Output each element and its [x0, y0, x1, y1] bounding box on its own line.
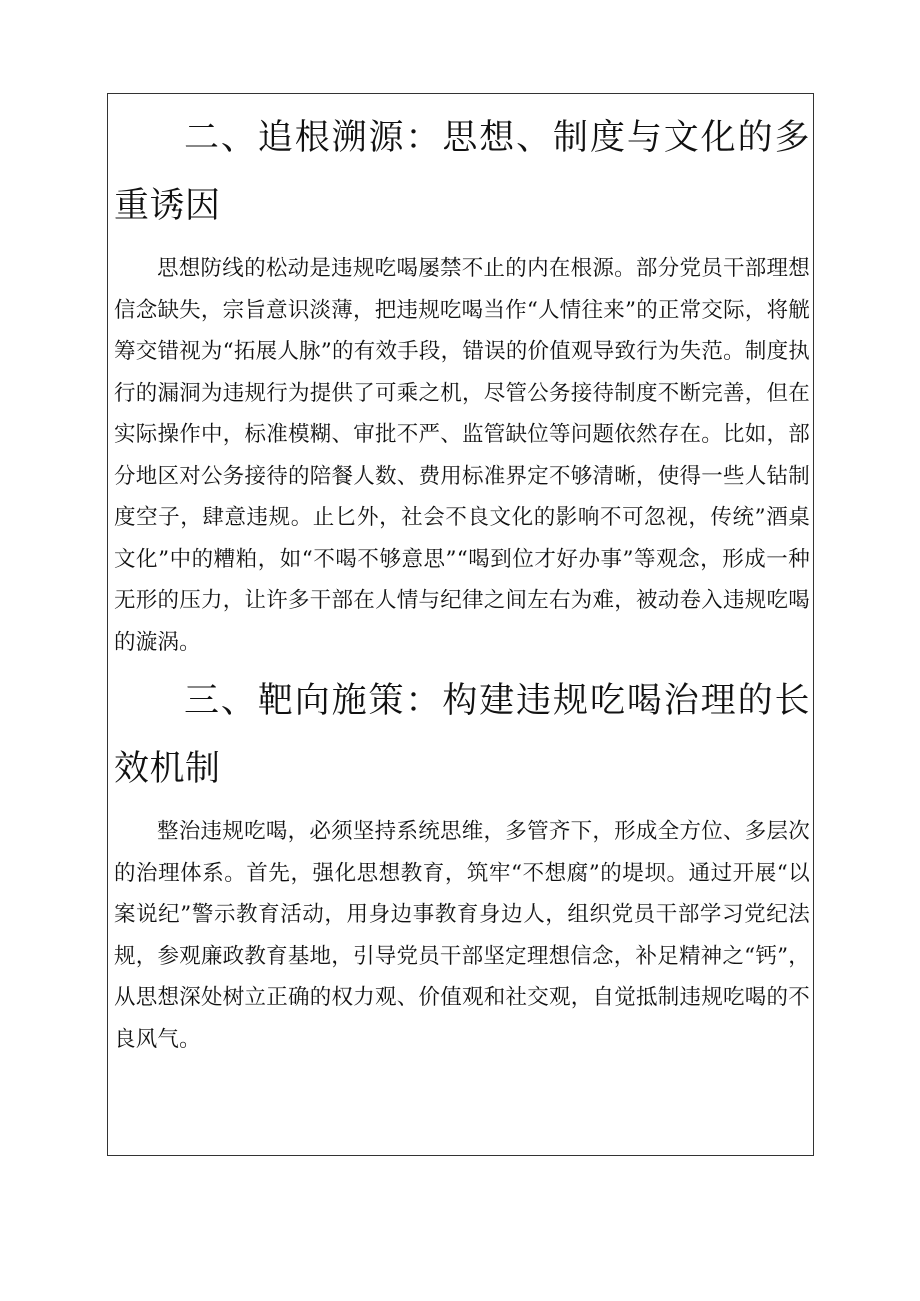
- document-content: [114, 104, 810, 1060]
- section-two-paragraph: 思想防线的松动是违规吃喝屡禁不止的内在根源。部分党员干部理想信念缺失，宗旨意识淡薄，把违规吃喝当作“人情往来”的正常交际，将觥筹交错视为“拓展人脉”的有效手段，错误的价值观导致行为失范。制度执行的漏洞为违规行为提供了可乘之机，尽管公务接待制度不断完善，但在实际操作中，标准模糊、审批不严、监管缺位等问题依然存在。比如，部分地区对公务接待的陪餐人数、费用标准界定不够清晰，使得一些人钻制度空子，肆意违规。止匕外，社会不良文化的影响不可忽视，传统”酒桌文化”中的糟粕，如“不喝不够意思”“喝到位才好办事”等观念，形成一种无形的压力，让许多干部在人情与纪律之间左右为难，被动卷入违规吃喝的漩涡。: [114, 256, 810, 655]
- section-three-paragraph: 整治违规吃喝，必须坚持系统思维，多管齐下，形成全方位、多层次的治理体系。首先，强化思想教育，筑牢“不想腐”的堤坝。通过开展“以案说纪”警示教育活动，用身边事教育身边人，组织党员干部学习党纪法规，参观廉政教育基地，引导党员干部坚定理想信念，补足精神之“钙”，从思想深处树立正确的权力观、价值观和社交观，自觉抵制违规吃喝的不良风气。: [114, 819, 810, 1052]
- document-frame: [107, 93, 814, 1156]
- section-three-heading: 三、靶向施策：构建违规吃喝治理的长效机制: [114, 681, 810, 789]
- section-two-heading: 二、追根溯源：思想、制度与文化的多重诱因: [114, 118, 810, 226]
